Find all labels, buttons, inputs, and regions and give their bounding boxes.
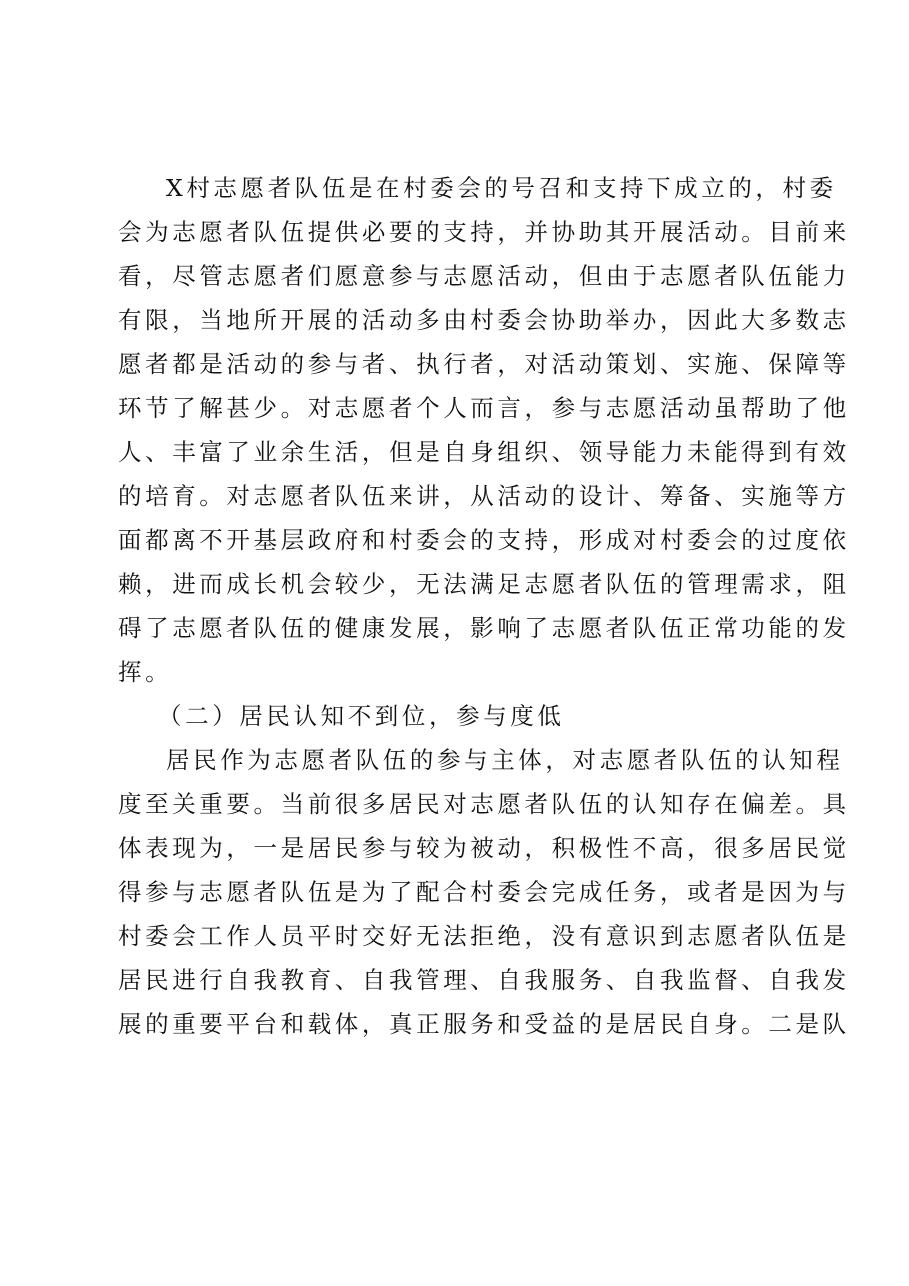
paragraph-line: 人、丰富了业余生活，但是自身组织、领导能力未能得到有效 bbox=[118, 438, 850, 466]
paragraph-line: 村委会工作人员平时交好无法拒绝，没有意识到志愿者队伍是 bbox=[118, 922, 850, 950]
paragraph-line: 环节了解甚少。对志愿者个人而言，参与志愿活动虽帮助了他 bbox=[118, 394, 850, 422]
paragraph-2 bbox=[118, 738, 850, 1046]
paragraph-line: 有限，当地所开展的活动多由村委会协助举办，因此大多数志 bbox=[118, 306, 850, 334]
section-heading: （二）居民认知不到位，参与度低 bbox=[158, 702, 565, 730]
paragraph-line: 居民作为志愿者队伍的参与主体，对志愿者队伍的认知程 bbox=[166, 746, 844, 774]
paragraph-1 bbox=[118, 166, 850, 694]
paragraph-line: 赖，进而成长机会较少，无法满足志愿者队伍的管理需求，阻 bbox=[118, 570, 850, 598]
paragraph-line: 体表现为，一是居民参与较为被动，积极性不高，很多居民觉 bbox=[118, 834, 850, 862]
paragraph-line: 度至关重要。当前很多居民对志愿者队伍的认知存在偏差。具 bbox=[118, 790, 850, 818]
paragraph-line: 的培育。对志愿者队伍来讲，从活动的设计、筹备、实施等方 bbox=[118, 482, 850, 510]
paragraph-line: 居民进行自我教育、自我管理、自我服务、自我监督、自我发 bbox=[118, 966, 850, 994]
paragraph-line: 得参与志愿者队伍是为了配合村委会完成任务，或者是因为与 bbox=[118, 878, 850, 906]
paragraph-line: 看，尽管志愿者们愿意参与志愿活动，但由于志愿者队伍能力 bbox=[118, 262, 850, 290]
paragraph-line: X村志愿者队伍是在村委会的号召和支持下成立的，村委 bbox=[166, 174, 837, 202]
paragraph-line: 展的重要平台和载体，真正服务和受益的是居民自身。二是队 bbox=[118, 1010, 850, 1038]
paragraph-line: 面都离不开基层政府和村委会的支持，形成对村委会的过度依 bbox=[118, 526, 850, 554]
document-body bbox=[118, 166, 850, 1046]
paragraph-line: 碍了志愿者队伍的健康发展，影响了志愿者队伍正常功能的发 bbox=[118, 614, 850, 642]
paragraph-line: 愿者都是活动的参与者、执行者，对活动策划、实施、保障等 bbox=[118, 350, 850, 378]
paragraph-line: 会为志愿者队伍提供必要的支持，并协助其开展活动。目前来 bbox=[118, 218, 850, 246]
paragraph-line: 挥。 bbox=[118, 658, 173, 686]
